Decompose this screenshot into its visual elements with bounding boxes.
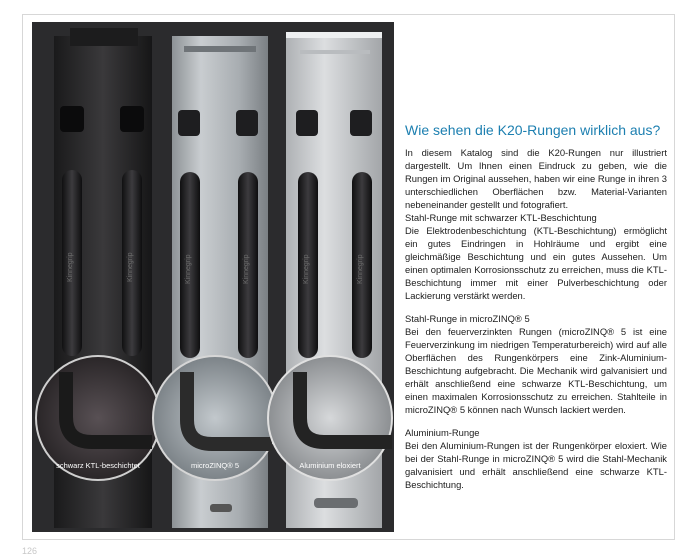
section-title: Stahl-Runge in microZINQ® 5 bbox=[405, 313, 530, 324]
article bbox=[405, 122, 667, 501]
section-title: Stahl-Runge mit schwarzer KTL-Beschichtung bbox=[405, 212, 597, 223]
embossed-label: Kinnegrip bbox=[185, 254, 192, 284]
section-microzinq bbox=[405, 312, 667, 416]
detail-circle-zinc bbox=[153, 356, 277, 480]
rungen-photo bbox=[32, 22, 394, 532]
page-number: 126 bbox=[22, 546, 38, 556]
section-body: Bei den feuerverzinkten Rungen (microZINQ® 5 ist eine Feuerverzinkung im niedrigen Temperaturbereich) wird auf alle Oberflächen des Rungenkörpers eine Zink-Aluminium-Beschichtung aufgebracht. Die Mechanik wird galvanisiert und erhält anschließend eine schwarze KTL-Beschichtung, um einen maximalen Korrosionsschutz zu erreichen. Stahlteile in microZINQ® 5 können nach Wunsch lackiert werden. bbox=[405, 326, 667, 415]
embossed-label: Kinnegrip bbox=[127, 252, 134, 282]
section-title: Aluminium-Runge bbox=[405, 427, 480, 438]
embossed-label: Kinnegrip bbox=[243, 254, 250, 284]
embossed-label: Kinnegrip bbox=[303, 254, 310, 284]
headline: Wie sehen die K20-Rungen wirklich aus? bbox=[405, 122, 661, 138]
detail-circle-black bbox=[36, 356, 160, 480]
section-ktl bbox=[405, 211, 667, 302]
section-body: Die Elektrodenbeschichtung (KTL-Beschichtung) ermöglicht ein gutes Eindringen in Hohlräume und ergibt eine gleichmäßige Beschichtung und ein gutes Aussehen. Um einen optimalen Korrosionsschutz zu erreichen, muss die KTL-Beschichtung immer mit einer Pulverbeschichtung oder Lackierung verstärkt werden. bbox=[405, 225, 667, 301]
embossed-label: Kinnegrip bbox=[357, 254, 364, 284]
section-body: Bei den Aluminium-Rungen ist der Rungenkörper eloxiert. Wie bei der Stahl-Runge in microZINQ® 5 wird die Stahl-Mechanik galvanisiert und erhält anschließend eine schwarze KTL-Beschichtung. bbox=[405, 440, 667, 490]
embossed-label: Kinnegrip bbox=[67, 252, 74, 282]
detail-label-black: schwarz KTL-beschichtet bbox=[56, 461, 140, 470]
detail-circle-alu bbox=[268, 356, 392, 480]
section-aluminium bbox=[405, 426, 667, 491]
detail-label-alu: Aluminium eloxiert bbox=[299, 461, 361, 470]
intro-paragraph: In diesem Katalog sind die K20-Rungen nur illustriert dargestellt. Um Ihnen einen Eindruck zu geben, wie die Rungen im Original aussehen, haben wir eine Runge in ihren 3 unterschiedlichen Oberflächen bzw. Material-Varianten nebeneinander gestellt und fotografiert. bbox=[405, 147, 667, 210]
detail-label-zinc: microZINQ® 5 bbox=[190, 461, 240, 470]
